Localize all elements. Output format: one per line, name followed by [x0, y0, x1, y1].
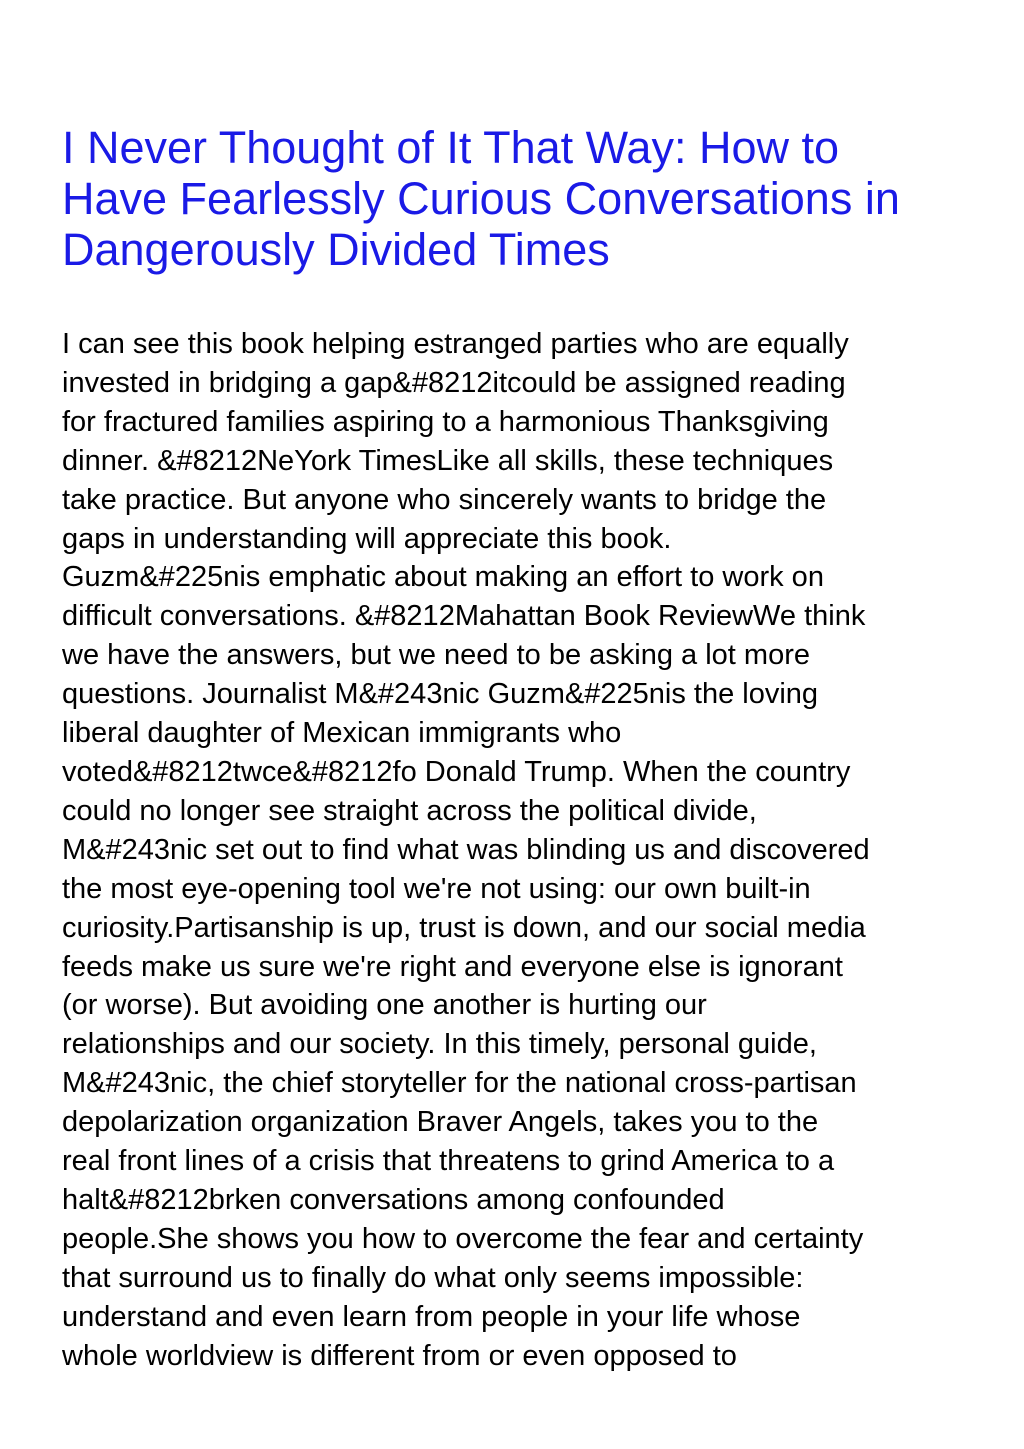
body-line: could no longer see straight across the political divide, — [62, 794, 757, 827]
body-line: the most eye-opening tool we're not using: our own built-in — [62, 872, 811, 905]
body-line: liberal daughter of Mexican immigrants who — [62, 717, 622, 750]
document-body — [62, 325, 1002, 1375]
body-line: for fractured families aspiring to a harmonious Thanksgiving — [62, 405, 829, 438]
body-line: Guzm&#225nis emphatic about making an effort to work on — [62, 561, 824, 594]
body-line: I can see this book helping estranged parties who are equally — [62, 328, 849, 360]
body-line: take practice. But anyone who sincerely wants to bridge the — [62, 483, 827, 516]
body-line: relationships and our society. In this timely, personal guide, — [62, 1028, 817, 1061]
body-line: dinner. &#8212NeYork TimesLike all skills, these techniques — [62, 444, 834, 477]
body-line: gaps in understanding will appreciate this book. — [62, 522, 672, 555]
body-line: voted&#8212twce&#8212fo Donald Trump. When the country — [62, 755, 851, 788]
body-line: real front lines of a crisis that threatens to grind America to a — [62, 1145, 835, 1178]
body-line: M&#243nic, the chief storyteller for the national cross-partisan — [62, 1067, 857, 1100]
document-title — [62, 122, 982, 275]
body-line: we have the answers, but we need to be asking a lot more — [62, 639, 810, 672]
body-line: difficult conversations. &#8212Mahattan Book ReviewWe think — [62, 600, 866, 633]
body-line: (or worse). But avoiding one another is hurting our — [62, 989, 707, 1022]
body-line: feeds make us sure we're right and everyone else is ignorant — [62, 950, 843, 983]
body-line: M&#243nic set out to find what was blinding us and discovered — [62, 833, 870, 866]
body-line: understand and even learn from people in your life whose — [62, 1300, 801, 1333]
body-line: depolarization organization Braver Angels, takes you to the — [62, 1106, 819, 1139]
body-line: that surround us to finally do what only seems impossible: — [62, 1261, 804, 1294]
body-line: whole worldview is different from or even opposed to — [62, 1339, 737, 1372]
title-line: I Never Thought of It That Way: How to — [62, 122, 840, 173]
body-line: questions. Journalist M&#243nic Guzm&#225nis the loving — [62, 678, 819, 711]
body-line: invested in bridging a gap&#8212itcould be assigned reading — [62, 366, 846, 399]
body-line: people.She shows you how to overcome the fear and certainty — [62, 1222, 864, 1255]
title-line: Have Fearlessly Curious Conversations in — [62, 173, 900, 224]
title-line: Dangerously Divided Times — [62, 224, 610, 275]
body-line: halt&#8212brken conversations among confounded — [62, 1183, 725, 1216]
body-line: curiosity.Partisanship is up, trust is down, and our social media — [62, 911, 866, 944]
